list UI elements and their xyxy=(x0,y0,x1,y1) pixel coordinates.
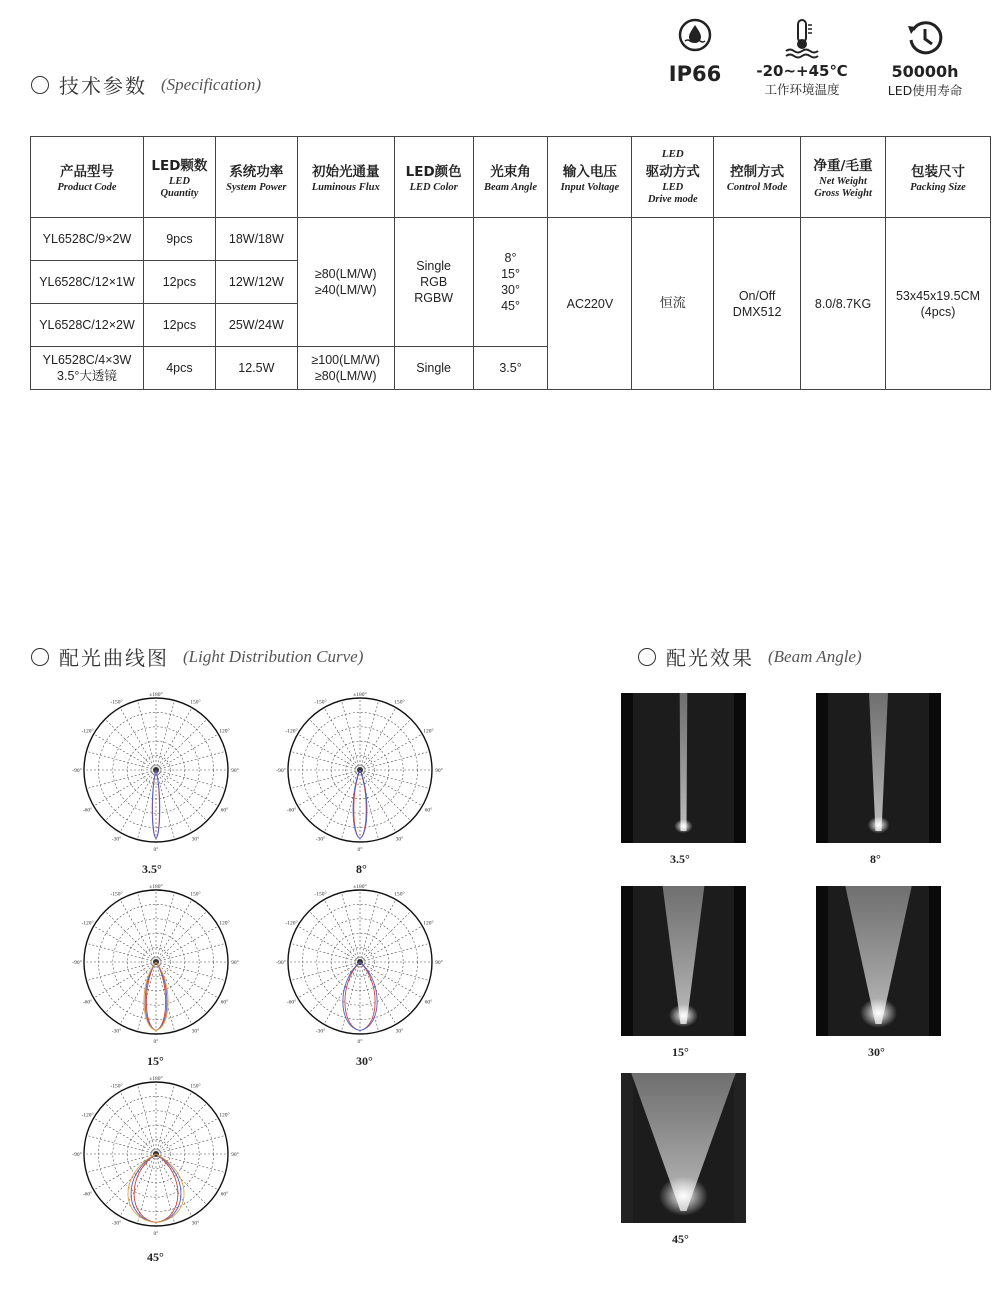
polar-angle-label: 90° xyxy=(231,768,239,774)
polar-angle-label: -60° xyxy=(82,1191,93,1198)
cell-led-quantity: 9pcs xyxy=(143,218,215,261)
header-led-quantity: LED颗数 LED Quantity xyxy=(143,137,215,218)
polar-intensity-curve xyxy=(354,770,366,838)
polar-grid-spoke xyxy=(156,719,207,770)
lifetime-value: 50000h xyxy=(891,62,959,81)
cell-weight: 8.0/8.7KG xyxy=(801,218,886,390)
polar-grid-spoke xyxy=(298,962,360,998)
polar-grid-spoke xyxy=(105,770,156,821)
polar-chart-30deg xyxy=(276,882,450,1051)
polar-angle-label: -90° xyxy=(72,1152,82,1158)
polar-grid-spoke xyxy=(156,1084,175,1154)
polar-intensity-curve xyxy=(152,770,160,838)
beam-photo-30deg xyxy=(816,886,941,1036)
polar-angle-label: -120° xyxy=(81,920,94,927)
polar-angle-label: 0° xyxy=(153,1039,159,1045)
polar-grid-spoke xyxy=(156,962,207,1013)
polar-top-label: ±180° xyxy=(149,884,163,890)
polar-grid-spoke xyxy=(298,926,360,962)
beam-section-title xyxy=(638,642,862,671)
polar-angle-label: -90° xyxy=(276,768,286,774)
polar-angle-label: -30° xyxy=(111,836,122,843)
polar-angle-label: 120° xyxy=(219,920,230,927)
light-beam xyxy=(680,693,688,831)
cell-led-color: Single RGB RGBW xyxy=(394,218,473,347)
polar-grid-spoke xyxy=(156,770,226,789)
cell-beam-angle: 3.5° xyxy=(473,347,548,390)
polar-grid-spoke xyxy=(360,926,422,962)
polar-grid-spoke xyxy=(156,926,218,962)
header-control-mode: 控制方式 Control Mode xyxy=(714,137,801,218)
beam-hotspot xyxy=(674,819,692,833)
polar-grid-spoke xyxy=(156,892,175,962)
curve-title-en: (Light Distribution Curve) xyxy=(183,646,364,666)
thermometer-icon xyxy=(783,18,821,58)
polar-grid-spoke xyxy=(341,770,360,840)
polar-angle-label: -150° xyxy=(110,891,123,898)
polar-angle-label: 30° xyxy=(191,836,200,843)
polar-top-label: ±180° xyxy=(353,692,367,698)
beam-photo-svg xyxy=(816,886,941,1036)
beam-photo-svg xyxy=(621,1073,746,1223)
cell-product-code: YL6528C/12×2W xyxy=(31,304,144,347)
polar-grid-spoke xyxy=(156,700,175,770)
polar-angle-label: -30° xyxy=(111,1028,122,1035)
polar-grid-spoke xyxy=(360,962,411,1013)
header-system-power: 系统功率 System Power xyxy=(215,137,297,218)
beam-hotspot xyxy=(659,1176,708,1216)
circle-bullet-icon xyxy=(31,76,49,94)
polar-angle-label: -60° xyxy=(82,807,93,814)
temperature-caption: 工作环境温度 xyxy=(764,82,840,97)
polar-angle-label: -150° xyxy=(110,699,123,706)
beam-photo-3-5deg xyxy=(621,693,746,843)
polar-angle-label: 0° xyxy=(357,1039,363,1045)
polar-chart-svg xyxy=(72,882,246,1047)
polar-grid-spoke xyxy=(360,962,396,1024)
polar-grid-spoke xyxy=(360,751,430,770)
polar-grid-spoke xyxy=(156,1118,218,1154)
cell-led-quantity: 12pcs xyxy=(143,304,215,347)
cell-luminous-flux: ≥80(LM/W) ≥40(LM/W) xyxy=(297,218,394,347)
polar-label: 30° xyxy=(356,1054,373,1068)
beam-hotspot xyxy=(860,998,897,1028)
polar-angle-label: 60° xyxy=(220,1191,229,1198)
table-header-row xyxy=(31,137,991,218)
temperature-range: -20~+45℃ xyxy=(756,62,848,80)
polar-grid-spoke xyxy=(137,1084,156,1154)
polar-angle-label: -60° xyxy=(286,999,297,1006)
polar-grid-spoke xyxy=(156,770,218,806)
polar-grid-spoke xyxy=(120,770,156,832)
beam-photo-45deg xyxy=(621,1073,746,1223)
polar-angle-label: 150° xyxy=(190,1083,201,1090)
polar-grid-spoke xyxy=(360,734,422,770)
polar-angle-label: 0° xyxy=(153,1231,159,1237)
beam-label: 8° xyxy=(870,852,881,866)
spec-section-title xyxy=(31,70,261,99)
polar-angle-label: -30° xyxy=(315,1028,326,1035)
polar-grid-spoke xyxy=(86,770,156,789)
temperature-badge xyxy=(752,18,852,98)
polar-angle-label: 30° xyxy=(191,1220,200,1227)
polar-angle-label: 90° xyxy=(435,768,443,774)
polar-chart-15deg xyxy=(72,882,246,1051)
polar-grid-spoke xyxy=(156,734,218,770)
beam-label: 45° xyxy=(672,1232,689,1246)
cell-beam-angle: 8° 15° 30° 45° xyxy=(473,218,548,347)
polar-angle-label: 150° xyxy=(394,699,405,706)
polar-grid-spoke xyxy=(156,1103,207,1154)
polar-angle-label: 150° xyxy=(190,699,201,706)
cell-input-voltage: AC220V xyxy=(548,218,632,390)
cell-control-mode: On/Off DMX512 xyxy=(714,218,801,390)
beam-title-cn: 配光效果 xyxy=(666,646,754,670)
polar-grid-spoke xyxy=(94,1118,156,1154)
polar-grid-spoke xyxy=(360,719,411,770)
polar-angle-label: -90° xyxy=(276,960,286,966)
header-packing-size: 包装尺寸 Packing Size xyxy=(885,137,990,218)
cell-led-quantity: 4pcs xyxy=(143,347,215,390)
polar-grid-spoke xyxy=(360,770,379,840)
beam-label: 30° xyxy=(868,1045,885,1059)
polar-chart-svg xyxy=(276,882,450,1047)
polar-grid-spoke xyxy=(298,770,360,806)
polar-grid-spoke xyxy=(86,1135,156,1154)
polar-grid-spoke xyxy=(324,962,360,1024)
polar-chart-45deg xyxy=(72,1074,246,1243)
cell-led-color: Single xyxy=(394,347,473,390)
polar-grid-spoke xyxy=(341,700,360,770)
header-drive-mode: LED 驱动方式 LED Drive mode xyxy=(632,137,714,218)
polar-grid-spoke xyxy=(156,770,192,832)
polar-grid-spoke xyxy=(120,708,156,770)
polar-angle-label: 150° xyxy=(394,891,405,898)
polar-grid-spoke xyxy=(137,700,156,770)
polar-grid-spoke xyxy=(290,770,360,789)
polar-grid-spoke xyxy=(156,770,207,821)
polar-grid-spoke xyxy=(156,900,192,962)
beam-photo-svg xyxy=(621,693,746,843)
polar-angle-label: -150° xyxy=(314,699,327,706)
beam-photo-15deg xyxy=(621,886,746,1036)
polar-grid-spoke xyxy=(86,962,156,981)
cell-product-code: YL6528C/4×3W 3.5°大透镜 xyxy=(31,347,144,390)
polar-angle-label: -150° xyxy=(314,891,327,898)
lifetime-caption: LED使用寿命 xyxy=(887,83,963,98)
polar-angle-label: 60° xyxy=(220,807,229,814)
polar-grid-spoke xyxy=(156,962,226,981)
beam-title-en: (Beam Angle) xyxy=(768,646,862,666)
polar-label: 3.5° xyxy=(142,862,162,876)
cell-drive-mode: 恒流 xyxy=(632,218,714,390)
polar-top-label: ±180° xyxy=(149,692,163,698)
polar-grid-spoke xyxy=(360,911,411,962)
beam-photo-svg xyxy=(621,886,746,1036)
curve-title-cn: 配光曲线图 xyxy=(59,646,169,670)
polar-angle-label: -150° xyxy=(110,1083,123,1090)
cell-product-code: YL6528C/12×1W xyxy=(31,261,144,304)
polar-label: 15° xyxy=(147,1054,164,1068)
polar-angle-label: 30° xyxy=(395,836,404,843)
cell-system-power: 12W/12W xyxy=(215,261,297,304)
polar-grid-spoke xyxy=(105,719,156,770)
header-weight: 净重/毛重 Net Weight Gross Weight xyxy=(801,137,886,218)
polar-grid-spoke xyxy=(360,708,396,770)
polar-angle-label: -60° xyxy=(286,807,297,814)
header-beam-angle: 光束角 Beam Angle xyxy=(473,137,548,218)
header-input-voltage: 输入电压 Input Voltage xyxy=(548,137,632,218)
ip-rating: IP66 xyxy=(668,62,722,86)
polar-grid-spoke xyxy=(94,770,156,806)
lifetime-badge xyxy=(873,18,977,99)
polar-grid-spoke xyxy=(360,892,379,962)
polar-angle-label: 90° xyxy=(435,960,443,966)
beam-label: 15° xyxy=(672,1045,689,1059)
circle-bullet-icon xyxy=(638,648,656,666)
polar-grid-spoke xyxy=(137,892,156,962)
polar-top-label: ±180° xyxy=(353,884,367,890)
polar-grid-spoke xyxy=(120,1092,156,1154)
beam-photo-8deg xyxy=(816,693,941,843)
polar-angle-label: 60° xyxy=(424,807,433,814)
polar-angle-label: -90° xyxy=(72,960,82,966)
polar-angle-label: 120° xyxy=(219,728,230,735)
polar-angle-label: 0° xyxy=(153,847,159,853)
polar-grid-spoke xyxy=(290,943,360,962)
polar-grid-spoke xyxy=(360,962,422,998)
polar-intensity-curve xyxy=(146,962,165,1030)
table-row xyxy=(31,218,991,261)
polar-angle-label: 90° xyxy=(231,960,239,966)
cell-system-power: 12.5W xyxy=(215,347,297,390)
polar-grid-spoke xyxy=(298,734,360,770)
polar-grid-spoke xyxy=(309,911,360,962)
polar-grid-spoke xyxy=(105,911,156,962)
polar-grid-spoke xyxy=(156,911,207,962)
ip66-badge xyxy=(660,18,730,86)
polar-angle-label: -60° xyxy=(82,999,93,1006)
polar-grid-spoke xyxy=(309,719,360,770)
polar-chart-8deg xyxy=(276,690,450,859)
polar-grid-spoke xyxy=(120,900,156,962)
polar-grid-spoke xyxy=(290,751,360,770)
polar-angle-label: -30° xyxy=(111,1220,122,1227)
polar-top-label: ±180° xyxy=(149,1076,163,1082)
polar-angle-label: 90° xyxy=(231,1152,239,1158)
polar-chart-svg xyxy=(72,1074,246,1239)
spec-table xyxy=(30,136,991,390)
polar-chart-svg xyxy=(276,690,450,855)
polar-angle-label: -120° xyxy=(81,1112,94,1119)
waterproof-icon xyxy=(678,18,712,52)
clock-icon xyxy=(905,18,945,58)
polar-grid-spoke xyxy=(360,700,379,770)
polar-angle-label: 120° xyxy=(219,1112,230,1119)
polar-angle-label: -90° xyxy=(72,768,82,774)
polar-grid-spoke xyxy=(341,892,360,962)
header-product-code: 产品型号 Product Code xyxy=(31,137,144,218)
polar-angle-label: 60° xyxy=(220,999,229,1006)
polar-grid-spoke xyxy=(86,751,156,770)
beam-hotspot xyxy=(868,817,890,834)
polar-grid-spoke xyxy=(156,1092,192,1154)
spec-title-en: (Specification) xyxy=(161,74,262,94)
polar-label: 8° xyxy=(356,862,367,876)
cell-luminous-flux: ≥100(LM/W) ≥80(LM/W) xyxy=(297,347,394,390)
cell-led-quantity: 12pcs xyxy=(143,261,215,304)
polar-grid-spoke xyxy=(156,943,226,962)
polar-grid-spoke xyxy=(309,962,360,1013)
polar-angle-label: 30° xyxy=(191,1028,200,1035)
polar-angle-label: 30° xyxy=(395,1028,404,1035)
curve-section-title xyxy=(31,642,363,671)
polar-angle-label: 150° xyxy=(190,891,201,898)
header-led-color: LED颜色 LED Color xyxy=(394,137,473,218)
polar-grid-spoke xyxy=(105,962,156,1013)
spec-title-cn: 技术参数 xyxy=(59,74,147,98)
beam-label: 3.5° xyxy=(670,852,690,866)
polar-angle-label: -120° xyxy=(285,728,298,735)
polar-angle-label: 0° xyxy=(357,847,363,853)
polar-grid-spoke xyxy=(156,751,226,770)
polar-chart-3-5deg xyxy=(72,690,246,859)
polar-angle-label: 120° xyxy=(423,920,434,927)
polar-grid-spoke xyxy=(120,1154,156,1216)
polar-angle-label: -120° xyxy=(285,920,298,927)
circle-bullet-icon xyxy=(31,648,49,666)
polar-grid-spoke xyxy=(94,926,156,962)
polar-chart-svg xyxy=(72,690,246,855)
beam-photo-svg xyxy=(816,693,941,843)
polar-grid-spoke xyxy=(156,1135,226,1154)
polar-grid-spoke xyxy=(94,734,156,770)
polar-angle-label: 60° xyxy=(424,999,433,1006)
cell-packing-size: 53x45x19.5CM (4pcs) xyxy=(885,218,990,390)
polar-grid-spoke xyxy=(360,943,430,962)
polar-grid-spoke xyxy=(360,900,396,962)
header-luminous-flux: 初始光通量 Luminous Flux xyxy=(297,137,394,218)
polar-grid-spoke xyxy=(156,708,192,770)
cell-system-power: 18W/18W xyxy=(215,218,297,261)
polar-angle-label: 120° xyxy=(423,728,434,735)
polar-intensity-curve xyxy=(345,962,375,1030)
polar-grid-spoke xyxy=(360,770,430,789)
polar-grid-spoke xyxy=(360,770,411,821)
polar-angle-label: -30° xyxy=(315,836,326,843)
polar-grid-spoke xyxy=(105,1103,156,1154)
polar-intensity-curve xyxy=(128,1154,184,1222)
polar-grid-spoke xyxy=(360,770,422,806)
polar-angle-label: -120° xyxy=(81,728,94,735)
cell-product-code: YL6528C/9×2W xyxy=(31,218,144,261)
beam-hotspot xyxy=(669,1004,698,1027)
polar-grid-spoke xyxy=(156,1154,192,1216)
polar-intensity-curve xyxy=(353,770,367,838)
polar-grid-spoke xyxy=(86,943,156,962)
polar-grid-spoke xyxy=(324,708,360,770)
polar-grid-spoke xyxy=(309,770,360,821)
cell-system-power: 25W/24W xyxy=(215,304,297,347)
polar-grid-spoke xyxy=(324,900,360,962)
polar-label: 45° xyxy=(147,1250,164,1264)
